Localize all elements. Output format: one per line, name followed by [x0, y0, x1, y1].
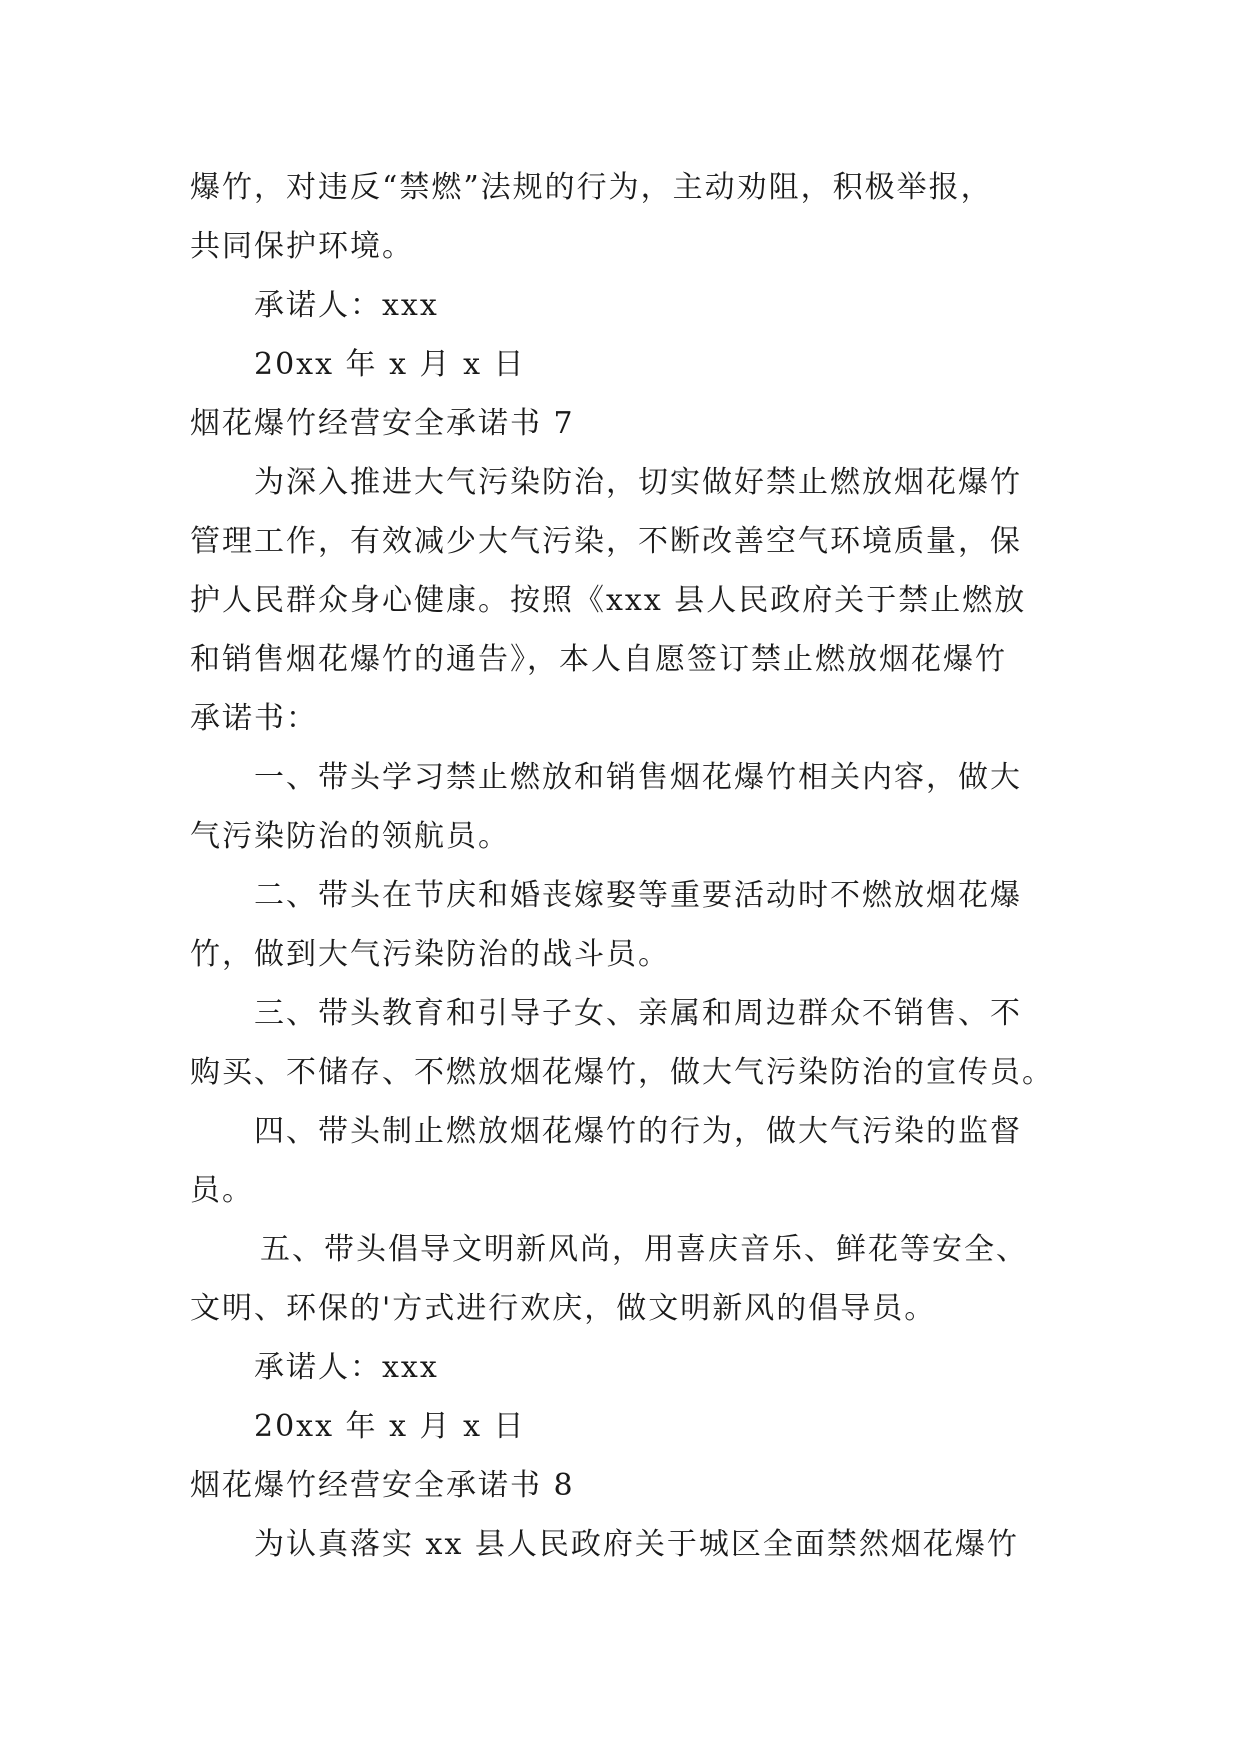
signatory-line: 承诺人：xxx — [254, 288, 439, 323]
document-body — [190, 158, 1070, 1574]
text-line: 为认真落实 xx 县人民政府关于城区全面禁然烟花爆竹 — [254, 1527, 1019, 1562]
date-line: 20xx 年 x 月 x 日 — [254, 347, 526, 382]
text-line: 承诺书： — [190, 701, 318, 736]
signatory-line: 承诺人：xxx — [254, 1350, 439, 1385]
text-line: 竹，做到大气污染防治的战斗员。 — [190, 937, 670, 972]
text-line: 爆竹，对违反“禁燃”法规的行为，主动劝阻，积极举报， — [190, 170, 993, 205]
section-heading-7: 烟花爆竹经营安全承诺书 7 — [190, 406, 575, 441]
text-line: 五、带头倡导文明新风尚，用喜庆音乐、鲜花等安全、 — [260, 1232, 1028, 1267]
section-heading-8: 烟花爆竹经营安全承诺书 8 — [190, 1468, 575, 1503]
text-line: 共同保护环境。 — [190, 229, 414, 264]
text-line: 为深入推进大气污染防治，切实做好禁止燃放烟花爆竹 — [254, 465, 1022, 500]
text-line: 和销售烟花爆竹的通告》，本人自愿签订禁止燃放烟花爆竹 — [190, 642, 1007, 677]
date-line: 20xx 年 x 月 x 日 — [254, 1409, 526, 1444]
text-line: 三、带头教育和引导子女、亲属和周边群众不销售、不 — [254, 996, 1022, 1031]
text-line: 气污染防治的领航员。 — [190, 819, 510, 854]
text-line: 员。 — [190, 1173, 254, 1208]
text-line: 护人民群众身心健康。按照《xxx 县人民政府关于禁止燃放 — [190, 583, 1027, 618]
text-line: 四、带头制止燃放烟花爆竹的行为，做大气污染的监督 — [254, 1114, 1022, 1149]
text-line: 二、带头在节庆和婚丧嫁娶等重要活动时不燃放烟花爆 — [254, 878, 1022, 913]
text-line: 购买、不储存、不燃放烟花爆竹，做大气污染防治的宣传员。 — [190, 1055, 1054, 1090]
text-line: 一、带头学习禁止燃放和销售烟花爆竹相关内容，做大 — [254, 760, 1022, 795]
text-line: 文明、环保的'方式进行欢庆，做文明新风的倡导员。 — [190, 1291, 937, 1326]
text-line: 管理工作，有效减少大气污染，不断改善空气环境质量，保 — [190, 524, 1022, 559]
